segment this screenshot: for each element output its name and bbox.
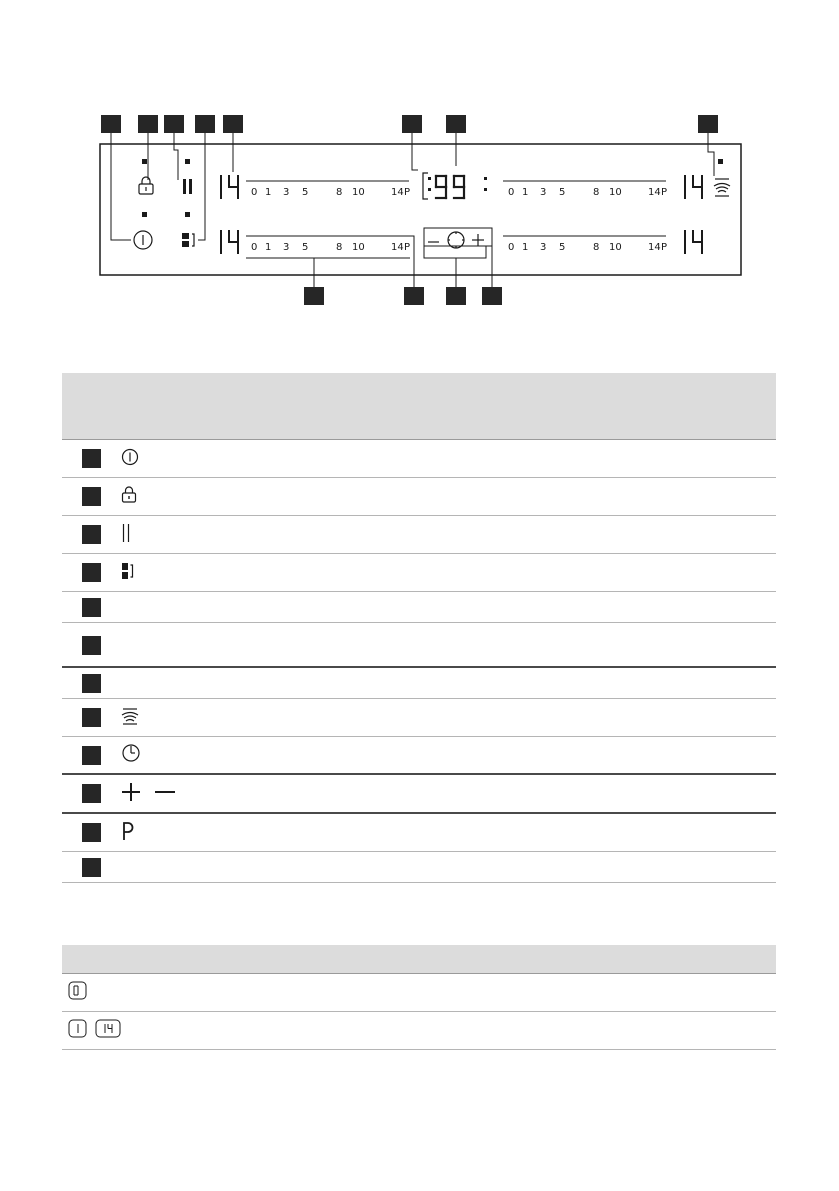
function-table-row	[62, 592, 776, 623]
scale-label: 1	[522, 187, 529, 198]
callout-11	[446, 287, 466, 305]
pause-icon	[121, 523, 131, 547]
callout-10	[404, 287, 424, 305]
callout-9	[304, 287, 324, 305]
callout-7	[446, 115, 466, 133]
scale-label: 0	[508, 187, 515, 198]
scale-label: 14	[648, 187, 661, 198]
function-table-row	[62, 852, 776, 883]
power-table-row	[62, 1012, 776, 1050]
callouts-bottom	[304, 287, 502, 305]
bridge-icon[interactable]	[182, 233, 194, 247]
callout-number-box	[82, 563, 101, 582]
power-level-display-top-left	[221, 176, 238, 198]
scale-label: 5	[559, 187, 566, 198]
scale-label: 1	[265, 187, 272, 198]
callout-number-box	[82, 598, 101, 617]
callout-number-box	[82, 823, 101, 842]
callout-3	[164, 115, 184, 133]
scale-label: 3	[540, 242, 547, 253]
power-scale-top-left[interactable]	[246, 181, 410, 198]
scale-label: 10	[609, 187, 622, 198]
callout-number-box	[82, 487, 101, 506]
power-table-row	[62, 974, 776, 1012]
power-table-header	[62, 945, 776, 974]
power-boost-p-icon	[121, 821, 135, 845]
function-table-row	[62, 813, 776, 852]
power-level-display-top-right	[685, 176, 702, 198]
function-table-row	[62, 667, 776, 699]
power-level-display-bottom-left	[221, 231, 238, 253]
scale-label: P	[404, 242, 411, 253]
callout-4	[195, 115, 215, 133]
callout-number-box	[82, 708, 101, 727]
function-table-row	[62, 737, 776, 775]
scale-label: 1	[265, 242, 272, 253]
scale-label: 1	[522, 242, 529, 253]
callout-2	[138, 115, 158, 133]
function-table-row	[62, 699, 776, 737]
scale-label: 3	[283, 242, 290, 253]
plus-minus-icon	[121, 783, 177, 805]
function-table-row	[62, 478, 776, 516]
scale-label: 3	[540, 187, 547, 198]
scale-label: 8	[336, 242, 343, 253]
callout-number-box	[82, 746, 101, 765]
function-table-row	[62, 516, 776, 554]
scale-label: 10	[352, 242, 365, 253]
callout-number-box	[82, 858, 101, 877]
scale-label: 0	[251, 187, 258, 198]
callout-number-box	[82, 636, 101, 655]
scale-label: P	[404, 187, 411, 198]
timer-icon	[121, 743, 141, 767]
function-table-row	[62, 440, 776, 478]
scale-label: 8	[593, 242, 600, 253]
scale-label: 14	[391, 242, 404, 253]
power-setting-table	[62, 945, 776, 1050]
leader-lines	[111, 133, 714, 287]
panel-frame	[100, 144, 741, 275]
power-scale-bottom-left[interactable]	[246, 236, 410, 253]
function-table	[62, 373, 776, 883]
function-table-row	[62, 774, 776, 813]
hob-to-hood-icon	[121, 707, 139, 729]
control-panel-diagram	[0, 0, 839, 330]
scale-label: 0	[508, 242, 515, 253]
callout-number-box	[82, 449, 101, 468]
function-table-row	[62, 554, 776, 592]
timer-controls	[424, 228, 492, 248]
scale-label: 14	[391, 187, 404, 198]
callout-6	[402, 115, 422, 133]
scale-label: 5	[302, 242, 309, 253]
callout-number-box	[82, 674, 101, 693]
scale-label: 14	[648, 242, 661, 253]
power-level-display-bottom-right	[685, 231, 702, 253]
lock-icon	[121, 486, 137, 508]
lock-icon[interactable]	[139, 177, 153, 194]
function-table-row	[62, 623, 776, 668]
power-scale-bottom-right[interactable]	[503, 236, 667, 253]
callout-8	[698, 115, 718, 133]
callout-number-box	[82, 784, 101, 803]
bridge-icon	[121, 561, 135, 585]
scale-label: 10	[609, 242, 622, 253]
function-table-header	[62, 373, 776, 440]
callouts-top	[101, 115, 718, 133]
power-icon[interactable]	[134, 231, 152, 249]
power-scale-top-right[interactable]	[503, 181, 667, 198]
callout-number-box	[82, 525, 101, 544]
hob-to-hood-icon[interactable]	[714, 179, 730, 196]
display-symbol-icon	[95, 1019, 123, 1043]
scale-label: 0	[251, 242, 258, 253]
callout-1	[101, 115, 121, 133]
callout-5	[223, 115, 243, 133]
scale-label: 10	[352, 187, 365, 198]
scale-label: P	[661, 187, 668, 198]
scale-label: 3	[283, 187, 290, 198]
timer-display-digits	[436, 176, 464, 198]
scale-label: 8	[336, 187, 343, 198]
timer-plus-button[interactable]	[472, 234, 484, 246]
display-symbol-icon	[68, 1019, 89, 1043]
scale-label: 8	[593, 187, 600, 198]
scale-label: 5	[559, 242, 566, 253]
power-icon	[121, 448, 139, 470]
scale-label: P	[661, 242, 668, 253]
display-symbol-icon	[68, 981, 89, 1005]
scale-label: 5	[302, 187, 309, 198]
pause-icon[interactable]	[183, 179, 192, 194]
callout-12	[482, 287, 502, 305]
